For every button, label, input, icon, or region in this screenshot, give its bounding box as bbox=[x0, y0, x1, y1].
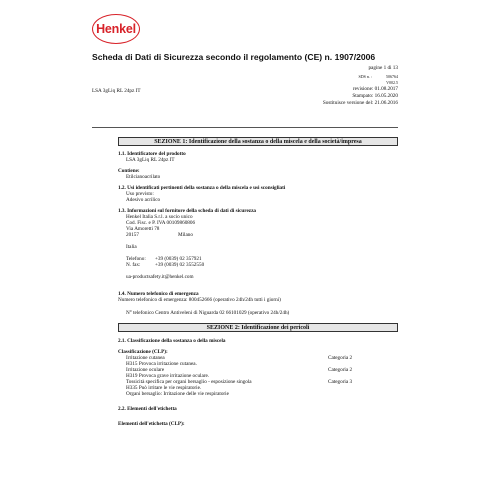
replaces-version: Sostituisce versione del: 21.06.2016 bbox=[322, 100, 398, 106]
product-name-header: LSA 3gLiq RL 24pz IT bbox=[92, 88, 141, 94]
sds-number: 506764 bbox=[386, 74, 398, 79]
hazard-statement: H319 Provoca grave irritazione oculare. bbox=[126, 373, 210, 379]
supplier-email: ua-productsafety.it@henkel.com bbox=[126, 274, 194, 280]
hazard-category: Categoria 3 bbox=[328, 379, 353, 385]
contains-value: Etilcianoacrilato bbox=[126, 174, 161, 180]
hazard-category: Categoria 2 bbox=[328, 355, 353, 361]
s21-title: 2.1. Classificazione della sostanza o della miscela bbox=[118, 338, 226, 344]
s11-title: 1.1. Identificatore del prodotto bbox=[118, 151, 186, 157]
section-1-heading: SEZIONE 1: Identificazione della sostanza o della miscela e della società/impresa bbox=[118, 137, 398, 146]
hazard-statement: H315 Provoca irritazione cutanea. bbox=[126, 361, 197, 367]
phone-label: Telefono: bbox=[126, 256, 146, 262]
printed-date: Stampato: 16.05.2020 bbox=[352, 93, 398, 99]
clp-classification-title: Classificazione (CLP): bbox=[118, 349, 168, 355]
emergency-number: Numero telefonico di emergenza: 800452666 (operativo 24h/24h tutti i giorni) bbox=[118, 297, 281, 303]
contains-label: Contiene: bbox=[118, 168, 140, 174]
brand-text: Henkel bbox=[96, 22, 136, 36]
target-organs: Organi bersaglio: Irritazione delle vie respiratorie bbox=[126, 391, 229, 397]
phone-value: +39 (0039) 02 357921 bbox=[155, 256, 202, 262]
sds-version: V002.5 bbox=[386, 80, 398, 85]
supplier-tax-id: Cod. Fisc. e P. IVA 00109860806 bbox=[126, 220, 196, 226]
s12-title: 1.2. Usi identificati pertinenti della sostanza o della miscela e usi sconsigliati bbox=[118, 185, 286, 191]
s14-title: 1.4. Numero telefonico di emergenza bbox=[118, 291, 199, 297]
document-title: Scheda di Dati di Sicurezza secondo il regolamento (CE) n. 1907/2006 bbox=[92, 52, 376, 62]
sds-number-label: SDS n. : bbox=[358, 74, 372, 79]
supplier-country: Italia bbox=[126, 244, 137, 250]
s22-title: 2.2. Elementi dell'etichetta bbox=[118, 406, 177, 412]
supplier-company: Henkel Italia S.r.l. a socio unico bbox=[126, 214, 193, 220]
s11-value: LSA 3gLiq RL 24pz IT bbox=[126, 157, 175, 163]
hazard-category: Categoria 2 bbox=[328, 367, 353, 373]
supplier-zip: 20157 bbox=[126, 232, 139, 238]
supplier-city: Milano bbox=[178, 232, 193, 238]
fax-value: +39 (0039) 02 3552550 bbox=[155, 262, 205, 268]
s12-use-value: Adesivo acrilico bbox=[126, 197, 161, 203]
s13-title: 1.3. Informazioni sul fornitore della scheda di dati di sicurezza bbox=[118, 208, 256, 214]
revision-date: revisione: 01.08.2017 bbox=[352, 86, 398, 92]
hazard-class: Irritazione cutanea bbox=[126, 355, 165, 361]
hazard-statement: H335 Può irritare le vie respiratorie. bbox=[126, 385, 202, 391]
henkel-logo bbox=[92, 14, 140, 44]
page-number: pagine 1 di 13 bbox=[368, 65, 398, 71]
header-divider bbox=[92, 127, 398, 128]
poison-center-number: N° telefonico Centro Antiveleni di Niguarda 02 66101029 (operativo 24h/24h) bbox=[126, 310, 290, 316]
label-elements-title: Elementi dell'etichetta (CLP): bbox=[118, 421, 185, 427]
section-2-heading: SEZIONE 2: Identificazione dei pericoli bbox=[118, 323, 398, 332]
s12-use-label: Uso previsto: bbox=[126, 191, 154, 197]
supplier-street: Via Amoretti 78 bbox=[126, 226, 160, 232]
hazard-class: Tossicità specifica per organi bersaglio - esposizione singola bbox=[126, 379, 252, 385]
fax-label: N. fax: bbox=[126, 262, 141, 268]
hazard-class: Irritazione oculare bbox=[126, 367, 165, 373]
